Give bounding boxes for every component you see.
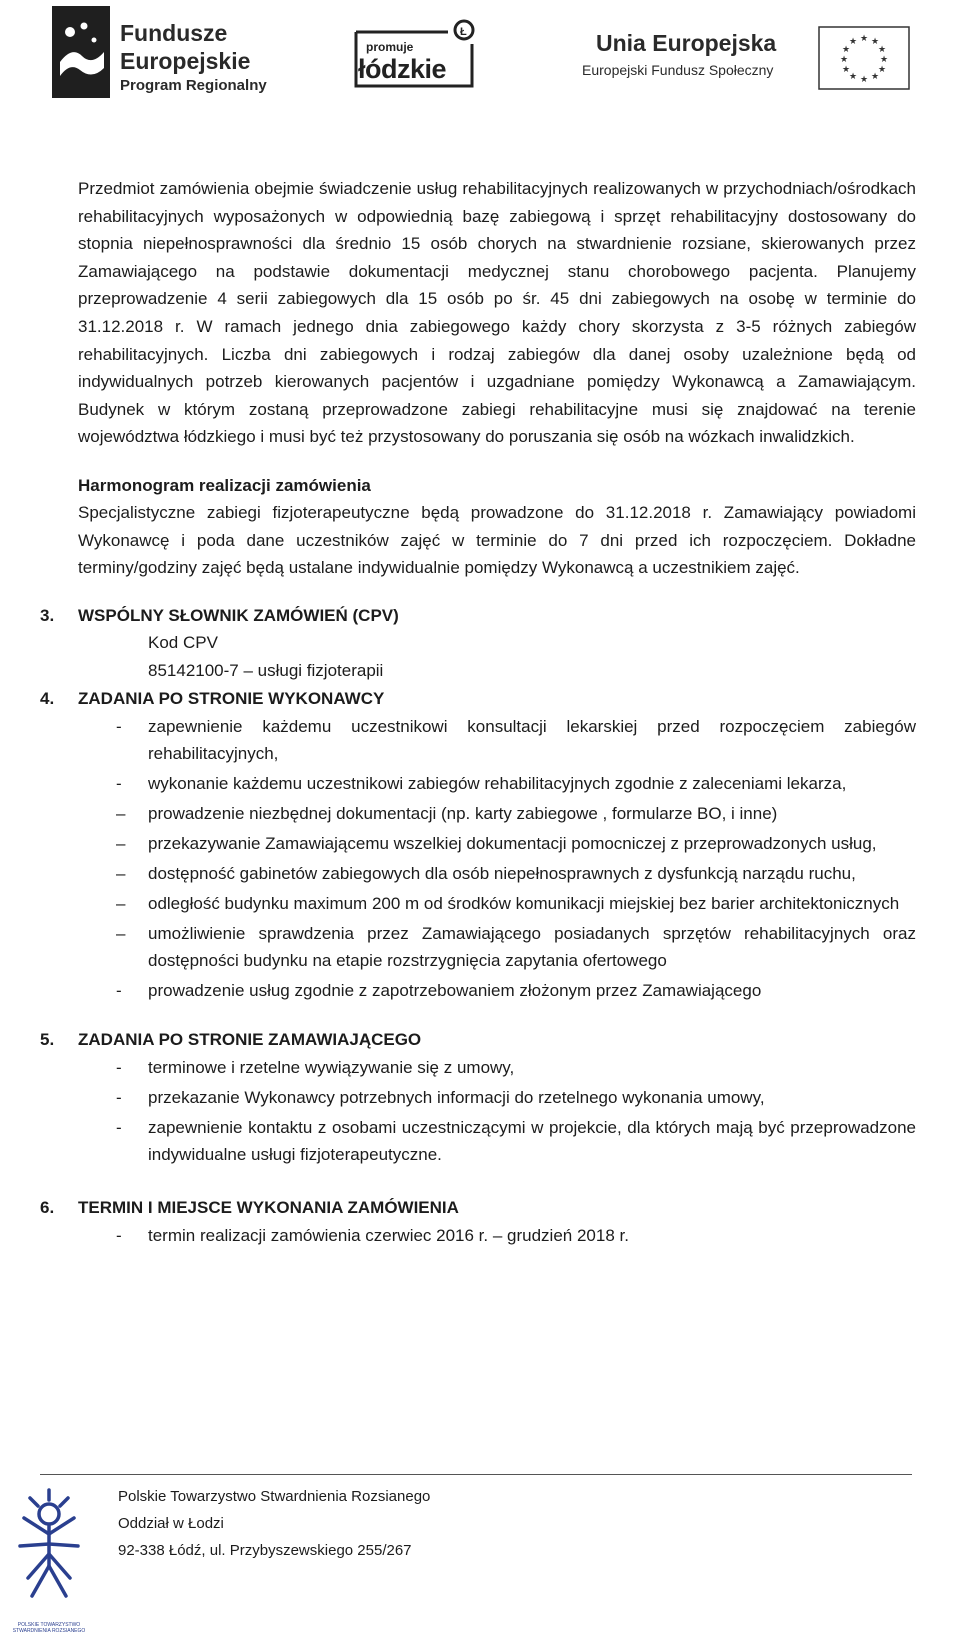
section-cpv <box>40 602 916 685</box>
fundusze-europejskie-mark-icon <box>52 6 110 98</box>
dash-bullet: - <box>116 773 122 793</box>
svg-text:★: ★ <box>848 37 858 47</box>
list-item-text: zapewnienie kontaktu z osobami uczestniczącymi w projekcie, dla których mają być przeprowadzone indywidualne usługi fizjoterapeutyczne. <box>148 1117 916 1164</box>
ptsr-logo <box>10 1488 88 1638</box>
ptsr-caption-line1: POLSKIE TOWARZYSTWO <box>17 1622 81 1628</box>
logo-ue-line1: Unia Europejska <box>596 30 777 56</box>
promuje-lodzkie-logo <box>352 18 484 90</box>
list-item <box>78 920 916 974</box>
list-item <box>78 713 916 767</box>
intro-paragraph: Przedmiot zamówienia obejmie świadczenie usług rehabilitacyjnych realizowanych w przychodniach/ośrodkach rehabilitacyjnych wyposażonych w odpowiednią bazę zabiegową i sprzęt rehabilitacyjny dostosowany do stopnia niepełnosprawności dla średnio 15 osób chorych na stwardnienie rozsiane, skierowanych przez Zamawiającego na podstawie dokumentacji medycznej stanu chorobowego pacjenta. Planujemy przeprowadzenie 4 serii zabiegowych dla 15 osób po śr. 45 dni zabiegowych na osobę w terminie do 31.12.2018 r. W ramach jednego dnia zabiegowego każdy chory skorzysta z 3-5 różnych zabiegów rehabilitacyjnych. Liczba dni zabiegowych i rodzaj zabiegów dla danej osoby uzależnione będą od indywidualnych potrzeb kierowanych pacjentów i uzgadniane pomiędzy Wykonawcą a Zamawiającym. Budynek w którym zostaną przeprowadzone zabiegi rehabilitacyjne musi się znajdować na terenie województwa łódzkiego i musi być też przystosowany do poruszania się osób na wózkach inwalidzkich. <box>78 179 916 447</box>
client-task-list <box>78 1054 916 1168</box>
cpv-label: Kod CPV <box>148 632 218 652</box>
section-number: 4. <box>40 688 55 708</box>
dash-bullet: – <box>116 893 126 913</box>
section-title: ZADANIA PO STRONIE ZAMAWIAJĄCEGO <box>78 1029 422 1049</box>
logo-fe-line1: Fundusze <box>120 20 228 46</box>
svg-text:★: ★ <box>877 65 887 75</box>
schedule-paragraph: Specjalistyczne zabiegi fizjoterapeutyczne będą prowadzone do 31.12.2018 r. Zamawiający powiadomi Wykonawcę i poda dane uczestników zajęć w terminie do 7 dni przed ich rozpoczęciem. Dokładne terminy/godziny zajęć będą ustalane indywidualnie pomiędzy Wykonawcą a uczestnikiem zajęć. <box>78 502 916 578</box>
dash-bullet: – <box>116 803 126 823</box>
dash-bullet: – <box>116 833 126 853</box>
svg-text:★: ★ <box>839 55 849 65</box>
list-item-text: przekazywanie Zamawiającemu wszelkiej dokumentacji pomocniczej z przeprowadzonych usług, <box>148 833 877 853</box>
list-item-text: odległość budynku maximum 200 m od środków komunikacji miejskiej bez barier architektonicznych <box>148 893 900 913</box>
section-client-tasks <box>40 1026 916 1168</box>
section-term-heading <box>40 1194 916 1222</box>
list-item-text: przekazanie Wykonawcy potrzebnych informacji do rzetelnego wykonania umowy, <box>148 1087 765 1107</box>
footer-address <box>118 1483 430 1564</box>
dash-bullet: - <box>116 1117 122 1137</box>
svg-text:★: ★ <box>859 34 869 44</box>
list-item-text: wykonanie każdemu uczestnikowi zabiegów rehabilitacyjnych zgodnie z zaleceniami lekarza, <box>148 773 847 793</box>
ptsr-caption-line2: STWARDNIENIA ROZSIANEGO <box>12 1628 86 1634</box>
logo-fe-line2: Europejskie <box>120 48 251 74</box>
section-title: ZADANIA PO STRONIE WYKONAWCY <box>78 688 385 708</box>
footer-organization: Polskie Towarzystwo Stwardnienia Rozsianego <box>118 1488 431 1505</box>
list-item <box>78 800 916 827</box>
ptsr-logo-caption <box>10 1622 88 1634</box>
dash-bullet: - <box>116 1225 122 1245</box>
dash-bullet: - <box>116 716 122 736</box>
svg-text:★: ★ <box>848 72 858 82</box>
list-item-text: umożliwienie sprawdzenia przez Zamawiającego posiadanych sprzętów rehabilitacyjnych oraz dostępności budynku na etapie rozstrzygnięcia zapytania ofertowego <box>148 923 916 970</box>
svg-text:★: ★ <box>870 72 880 82</box>
section-term-place <box>40 1194 916 1249</box>
footer-branch: Oddział w Łodzi <box>118 1515 224 1532</box>
section-title: WSPÓLNY SŁOWNIK ZAMÓWIEŃ (CPV) <box>78 605 399 625</box>
list-item <box>78 977 916 1004</box>
schedule-heading: Harmonogram realizacji zamówienia <box>78 475 371 495</box>
list-item <box>78 1054 916 1081</box>
eu-flag-icon <box>818 26 910 90</box>
list-item <box>78 830 916 857</box>
section-number: 6. <box>40 1197 55 1217</box>
list-item <box>78 1084 916 1111</box>
list-item-text: zapewnienie każdemu uczestnikowi konsultacji lekarskiej przed rozpoczęciem zabiegów rehabilitacyjnych, <box>148 716 916 763</box>
section-title: TERMIN I MIEJSCE WYKONANIA ZAMÓWIENIA <box>78 1197 459 1217</box>
page-header <box>0 0 960 110</box>
section-contractor-tasks <box>40 685 916 1004</box>
section-number: 5. <box>40 1029 55 1049</box>
svg-text:★: ★ <box>870 37 880 47</box>
list-item <box>78 1222 916 1249</box>
dash-bullet: – <box>116 923 126 943</box>
list-item-text: dostępność gabinetów zabiegowych dla osób niepełnosprawnych z dysfunkcją narządu ruchu, <box>148 863 856 883</box>
cpv-code: 85142100-7 – usługi fizjoterapii <box>148 660 384 680</box>
list-item <box>78 770 916 797</box>
contractor-task-list <box>78 713 916 1004</box>
logo-lodz-line2: łódzkie <box>358 54 447 84</box>
dash-bullet: – <box>116 863 126 883</box>
svg-text:★: ★ <box>841 45 851 55</box>
section-cpv-heading <box>40 602 916 630</box>
list-item-text: prowadzenie usług zgodnie z zapotrzebowaniem złożonym przez Zamawiającego <box>148 980 762 1000</box>
section-number: 3. <box>40 605 55 625</box>
list-item-text: termin realizacji zamówienia czerwiec 2016 r. – grudzień 2018 r. <box>148 1225 629 1245</box>
list-item-text: prowadzenie niezbędnej dokumentacji (np. karty zabiegowe , formularze BO, i inne) <box>148 803 778 823</box>
logo-fe-line3: Program Regionalny <box>120 77 267 94</box>
section-contractor-heading <box>40 685 916 713</box>
logo-lodz-line1: promuje <box>366 40 414 54</box>
list-item <box>78 860 916 887</box>
svg-text:★: ★ <box>841 65 851 75</box>
footer-divider <box>40 1474 912 1475</box>
list-item-text: terminowe i rzetelne wywiązywanie się z umowy, <box>148 1057 515 1077</box>
svg-text:★: ★ <box>879 55 889 65</box>
list-item <box>78 890 916 917</box>
dash-bullet: - <box>116 1087 122 1107</box>
fundusze-europejskie-logo <box>52 6 302 102</box>
dash-bullet: - <box>116 980 122 1000</box>
svg-text:Ł: Ł <box>460 26 467 38</box>
term-list <box>78 1222 916 1249</box>
logo-ue-line2: Europejski Fundusz Społeczny <box>582 62 774 78</box>
dash-bullet: - <box>116 1057 122 1077</box>
list-item <box>78 1114 916 1168</box>
svg-text:★: ★ <box>859 75 869 85</box>
footer-street: 92-338 Łódź, ul. Przybyszewskiego 255/267 <box>118 1542 412 1559</box>
svg-text:★: ★ <box>877 45 887 55</box>
unia-europejska-logo <box>578 26 928 88</box>
section-client-heading <box>40 1026 916 1054</box>
document-body <box>40 175 916 1252</box>
ptsr-figure-icon <box>10 1488 88 1620</box>
